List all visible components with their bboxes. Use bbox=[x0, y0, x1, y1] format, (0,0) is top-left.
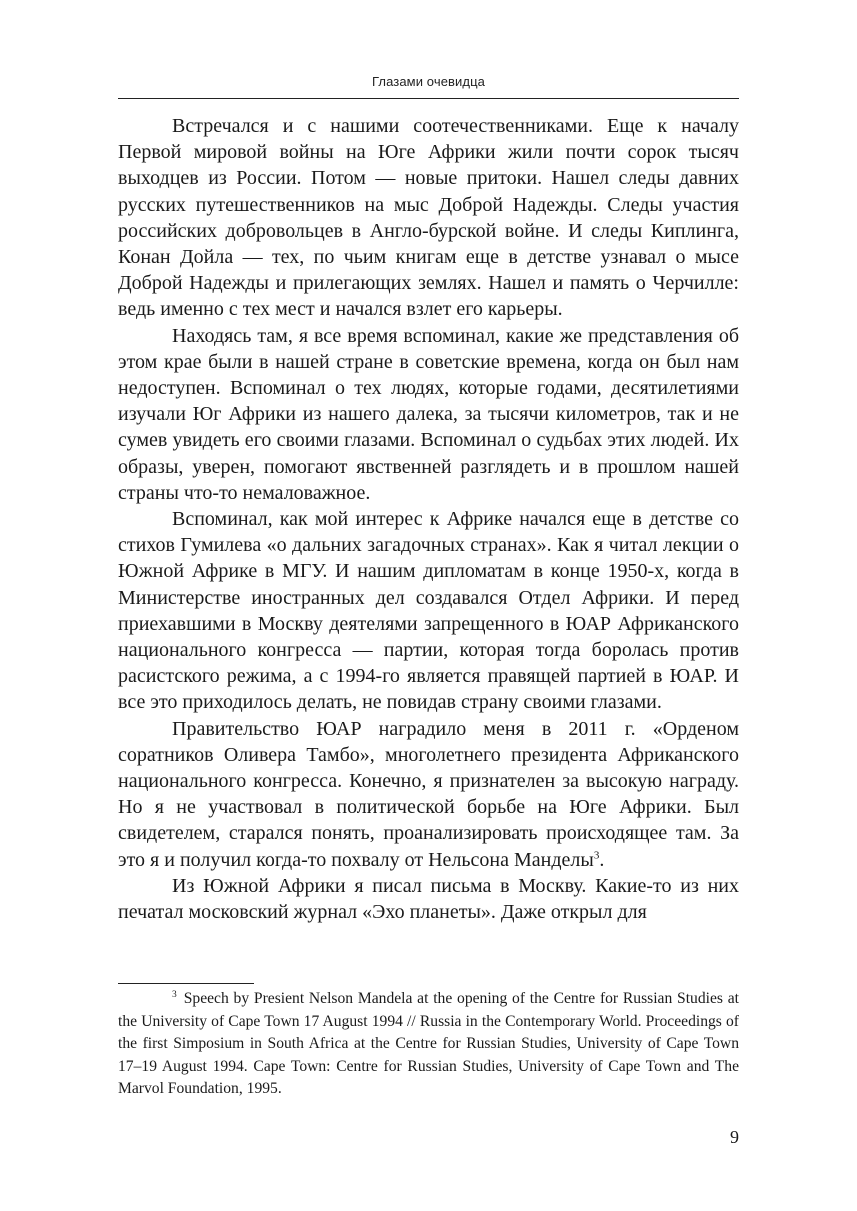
paragraph bbox=[118, 113, 739, 323]
paragraph-text: Находясь там, я все время вспоминал, какие же представления об этом крае были в нашей стране в советские времена, когда он был нам недоступен. Вспоминал о тех людях, которые годами, десятилетиями изучали Юг Африки из нашего далека, за тысячи километров, так и не сумев увидеть его своими глазами. Вспоминал о судьбах этих людей. Их образы, уверен, помогают явственней разглядеть и в прошлом нашей страны что-то немаловажное. bbox=[118, 324, 739, 504]
footnote-divider bbox=[118, 983, 254, 984]
running-title: Глазами очевидца bbox=[372, 74, 485, 89]
footnote bbox=[118, 988, 739, 1101]
header-divider bbox=[118, 98, 739, 99]
paragraph-text: Встречался и с нашими соотечественниками. Еще к началу Первой мировой войны на Юге Африки жили почти сорок тысяч выходцев из России. Потом — новые притоки. Нашел следы давних русских путешественников на мыс Доброй Надежды. Следы участия российских добровольцев в Англо-бурской войне. И следы Киплинга, Конан Дойла — тех, по чьим книгам еще в детстве узнавал о мысе Доброй Надежды и прилегающих землях. Нашел и память о Черчилле: ведь именно с тех мест и начался взлет его карьеры. bbox=[118, 115, 739, 321]
paragraph bbox=[118, 506, 739, 716]
paragraph: Правительство ЮАР наградило меня в 2011 г. «Орденом соратников Оливера Тамбо», многолетнего президента Африканского национального конгресса. Конечно, я признателен за высокую награду. Но я не участвовал в политической борьбе на Юге Африки. Был свидетелем, старался понять, проанализировать происходящее там. За это я и получил когда-то похвалу от Нельсона Манделы$^3$. bbox=[118, 717, 739, 871]
main-text bbox=[118, 113, 739, 925]
paragraph-text: Из Южной Африки я писал письма в Москву. Какие-то из них печатал московский журнал «Эхо планеты». Даже открыл для bbox=[118, 874, 739, 924]
paragraph bbox=[118, 323, 739, 506]
footnote-text: Speech by Presient Nelson Mandela at the opening of the Centre for Russian Studies at the University of Cape Town 17 August 1994 // Russia in the Contemporary World. Proceedings of the first Simposium in South Africa at the Centre for Russian Studies, University of Cape Town 17–19 August 1994. Cape Town: Centre for Russian Studies, University of Cape Town and The Marvol Foundation, 1995. bbox=[118, 990, 739, 1098]
paragraph-text: Вспоминал, как мой интерес к Африке начался еще в детстве со стихов Гумилева «о дальних загадочных странах». Как я читал лекции о Южной Африке в МГУ. И нашим дипломатам в конце 1950-х, когда в Министерстве иностранных дел создавался Отдел Африки. И перед приехавшими в Москву деятелями запрещенного в ЮАР Африканского национального конгресса — партии, которая тогда боролась против расистского режима, а с 1994-го является правящей партией в ЮАР. И все это приходилось делать, не повидав страну своими глазами. bbox=[118, 508, 739, 714]
paragraph-text: Правительство ЮАР наградило меня в 2011 г. «Орденом соратников Оливера Тамбо», многолетнего президента Африканского национального конгресса. Конечно, я признателен за высокую награду. Но я не участвовал в политической борьбе на Юге Африки. Был свидетелем, старался понять, проанализировать происходящее там. За это я и получил когда-то похвалу от Нельсона Манделы bbox=[118, 717, 739, 871]
footnote-number: 3 bbox=[172, 989, 177, 1000]
footnote-reference[interactable]: 3 bbox=[593, 849, 600, 862]
paragraph bbox=[118, 873, 739, 925]
page-number: 9 bbox=[730, 1127, 739, 1147]
